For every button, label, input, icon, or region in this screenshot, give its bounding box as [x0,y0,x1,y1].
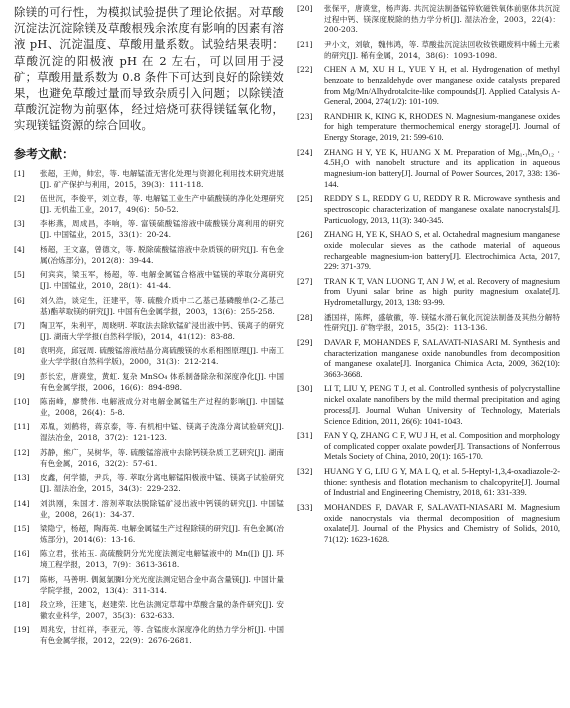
reference-number: [20] [297,4,313,13]
reference-number: [6] [14,295,25,305]
reference-text: 尹小文，刘敏，魏伟鸿，等. 草酸盐沉淀法回收钕铁硼废料中稀土元素的研究[J]. 稀有金属，2014，38(6)：1093-1098. [324,39,560,60]
reference-text: LI T, LIU Y, PENG T J, et al. Controlled synthesis of polycrystalline nickel oxalate nanofibers by the mild thermal precipitation and aging process[J]. Journal Wuhan University of Technology, Materials Science Edition, 2011, 26(6): 1041-1043. [324,384,560,426]
right-column [297,4,560,550]
reference-item [297,467,560,499]
reference-text: 何宾宾，梁玉军，杨超，等. 电解金属锰合格液中锰镁的萃取分离研究[J]. 中国锰业，2010，28(1)：41-44. [40,270,284,291]
reference-item [14,472,284,494]
reference-item [14,371,284,393]
reference-item [14,624,284,646]
reference-text: 伍世沉，李俊平，刘立春，等. 电解锰工业生产中硫酸镁的净化处理研究[J]. 无机盐工业，2017，49(6)：50-52. [40,194,284,215]
reference-number: [4] [14,244,25,254]
reference-number: [33] [297,502,313,512]
reference-number: [11] [14,422,30,432]
reference-number: [10] [14,397,30,406]
reference-item [297,503,560,546]
reference-item [14,396,284,418]
reference-item [14,269,284,291]
reference-number: [12] [14,447,30,457]
reference-text: 袁明亮，邱冠周. 硫酸锰溶液结晶分离硫酸镁的水系相图原理[J]. 中南工业大学学报(自然科学版)，2000，31(3)：212-214. [40,346,284,367]
reference-number: [29] [297,337,313,347]
reference-item [14,548,284,570]
reference-number: [24] [297,147,313,157]
reference-item [297,65,560,108]
reference-text: 李彬燕，周成昌，李响，等. 富镁硫酸锰溶液中硫酸镁分离利用的研究[J]. 中国锰业，2015，33(1)：20-24. [40,219,284,240]
reference-number: [3] [14,219,25,229]
reference-number: [15] [14,523,30,533]
reference-list-left [14,168,284,647]
reference-item [297,4,560,36]
reference-text: 张超，王帅，帅宏，等. 电解锰渣无害化处理与资源化利用技术研究进展[J]. 矿产保护与利用，2015，39(3)：111-118. [40,168,284,189]
reference-item [297,431,560,463]
reference-text: 刘久浩，谈定生，汪建平，等. 硫酸介质中二乙基己基磷酸单(2-乙基己基)酯萃取镁的研究[J]. 中国有色金属学报，2003，13(6)：255-258. [40,295,284,316]
reference-item [14,345,284,367]
reference-number: [23] [297,111,313,121]
reference-text: FAN Y Q, ZHANG C F, WU J H, et al. Composition and morphology of complicated copper oxalate powder[J]. Transactions of Nonferrous Metals Society of China, 2010, 20(1): 165-170. [324,431,560,462]
reference-item [14,218,284,240]
reference-text: 刘洪刚，朱国才. 溶剂萃取法脱除锰矿浸出液中钙镁的研究[J]. 中国锰业，2008，26(1)：34-37. [40,498,284,519]
reference-item [297,40,560,61]
reference-text: MOHANDES F, DAVAR F, SALAVATI-NIASARI M. Magnesium oxide nanocrystals via thermal decomposition of magnesium oxalate[J]. Journal of the Physics and Chemistry of Solids, 2010, 71(12): 1623-1628. [324,502,560,544]
reference-item [14,599,284,621]
reference-number: [18] [14,600,30,609]
reference-text: 梁隐宁，杨超，陶海英. 电解金属锰生产过程除镁的研究[J]. 有色金属(冶炼部分)，2014(6)：13-16. [40,523,284,544]
reference-number: [16] [14,549,30,559]
reference-number: [9] [14,371,25,381]
reference-text: 陈立君，张祐玉. 高硫酸阴分光光度法测定电解锰液中的 Mn([]) [J]. 环境工程学报，2013，7(9)：3613-3618. [40,549,284,570]
reference-number: [17] [14,574,30,584]
reference-number: [1] [14,168,25,178]
reference-text: 陈彬，马善明. 偶氮氯膦Ⅰ分光光度法测定铝合金中高含量镁[J]. 中国计量学院学报，2002，13(4)：311-314. [40,574,284,595]
reference-number: [5] [14,270,25,280]
reference-text: HUANG Y G, LIU G Y, MA L Q, et al. 5-Heptyl-1,3,4-oxadiazole-2-thione: synthesis and flotation mechanism to chalcopyrite[J]. Journal of Industrial and Engineering Chemistry, 2018, 61: 331-339. [324,466,560,498]
reference-text: DAVAR F, MOHANDES F, SALAVATI-NIASARI M. Synthesis and characterization manganese oxide nanobundles from decomposition of manganese oxalate[J]. Inorganica Chimica Acta, 2009, 362(10): 3663-3668. [324,337,560,379]
reference-number: [19] [14,625,30,635]
reference-item [14,193,284,215]
reference-text: CHEN A M, XU H L, YUE Y H, et al. Hydrogenation of methyl benzoate to benzaldehyde over manganese oxide catalysts prepared from Mg/Mn/Alhydrotalcite-like compounds[J]. Applied Catalysis A-General, 2004, 274(1/2): 101-109. [324,65,560,107]
reference-number: [14] [14,498,30,508]
reference-text: 潘国祥，陈辉，盛敏徽，等. 镁锰水滑石氧化沉淀法制备及其热分解特性研究[J]. 矿物学报，2015，35(2)：113-136. [324,312,560,333]
reference-number: [2] [14,194,25,203]
reference-number: [26] [297,230,313,240]
reference-number: [13] [14,473,30,483]
reference-text: 陈南峰，廖赞伟. 电解液成分对电解金属锰生产过程的影响[J]. 中国锰业，2008，26(4)：5-8. [40,397,284,418]
reference-item [14,523,284,545]
reference-text: RANDHIR K, KING K, RHODES N. Magnesium-manganese oxides for high temperature thermochemical energy storage[J]. Journal of Energy Storage, 2019, 21: 599-610. [324,111,560,143]
reference-text: 苏静，熊广，吴树华，等. 硫酸锰溶液中去除钙镁杂质工艺研究[J]. 湖南有色金属，2016，32(2)：57-61. [40,447,284,468]
reference-item [14,498,284,520]
reference-text: 彭长宏，唐谟堂，黄虹. 复杂 MnSO₄ 体系制备除杂和深度净化[J]. 中国有色金属学报，2006，16(6)：894-898. [40,371,284,392]
reference-number: [32] [297,466,313,476]
left-column [14,4,284,650]
reference-item [297,194,560,226]
conclusion-paragraph: 除镁的可行性，为模拟试验提供了理论依据。对草酸沉淀法沉淀除镁及草酸根残余浓度有影响的因素有溶液 pH、沉淀温度、草酸用量系数。试验结果表明：草酸沉淀的阳极液 pH 在 2 左右，可以回用于浸矿；草酸用量系数为 0.8 条件下可达到良好的除镁效果，也避免草酸过量而导致杂质引入问题；以除镁渣草酸沉淀物为前驱体，经过焙烧可获得镁锰氧化物，实现镁锰资源的综合回收。 [14,5,284,133]
reference-item [14,421,284,443]
reference-item [297,148,560,191]
reference-text: 杨超，王文嘉，曾德文，等. 脱除硫酸锰溶液中杂质镁的研究[J]. 有色金属(冶炼部分)，2012(8)：39-44. [40,244,284,265]
reference-number: [27] [297,276,313,286]
reference-text: 周兆安，甘红祥，李亚元，等. 含锰废水深度净化的热力学分析[J]. 中国有色金属学报，2012，22(9)：2676-2681. [40,625,284,646]
reference-item [297,338,560,381]
reference-item [14,244,284,266]
reference-text: 段立珍，汪建飞，赵建荣. 比色法测定草莓中草酸含量的条件研究[J]. 安徽农业科学，2007，35(3)：632-633. [40,600,284,621]
reference-number: [7] [14,320,25,330]
reference-item [14,447,284,469]
reference-number: [25] [297,194,313,204]
reference-list-right [297,4,560,546]
reference-item [297,313,560,334]
reference-item [14,320,284,342]
references-heading: 参考文献： [14,146,75,161]
reference-item [297,277,560,309]
reference-item [14,574,284,596]
reference-text: REDDY S L, REDDY G U, REDDY R R. Microwave synthesis and spectroscopic characterization of manganese oxalate nanocrystals[J]. Particuology, 2013, 11(3): 340-345. [324,194,560,225]
reference-item [14,168,284,190]
reference-text: TRAN K T, VAN LUONG T, AN J W, et al. Recovery of magnesium from Uyuni salar brine as high purity magnesium oxalate[J]. Hydrometallurgy, 2013, 138: 93-99. [324,276,560,308]
reference-number: [8] [14,346,25,356]
reference-text: 皮鑫，何学德，尹兵，等. 萃取分离电解锰阳极液中锰、镁离子试验研究[J]. 湿法冶金，2015，34(3)：229-232. [40,473,284,494]
reference-text: ZHANG H Y, YE K, HUANG X M. Preparation of Mg₁.₁Mn₆O₁₂ · 4.5H₂O with nanobelt structure and its application in aqueous magnesium-ion battery[J]. Journal of Power Sources, 2017, 338: 136-144. [324,147,560,189]
reference-item [297,384,560,427]
reference-number: [21] [297,39,313,49]
reference-number: [22] [297,65,313,75]
reference-item [14,295,284,317]
reference-text: 陶卫军，朱利平，周晓明. 萃取法去除软锰矿浸出液中钙、镁离子的研究[J]. 湖南大学学报(自然科学版)，2014，41(12)：83-88. [40,320,284,341]
reference-number: [30] [297,384,313,394]
reference-number: [28] [297,312,313,322]
reference-item [297,112,560,144]
reference-item [297,230,560,273]
reference-text: ZHANG H, YE K, SHAO S, et al. Octahedral magnesium manganese oxide molecular sieves as the cathode material of aqueous rechargeable magnesium-ion battery[J]. Electrochimica Acta, 2017, 229: 371-379. [324,230,560,272]
reference-text: 张保平，唐谟堂，杨声海. 共沉淀法制备锰锌软磁铁氧体前驱体共沉淀过程中钙、镁深度脱除的热力学分析[J]. 湿法冶金，2003，22(4)：200-203. [324,4,560,35]
reference-number: [31] [297,431,313,441]
reference-text: 邓胤，刘鹤将，蒋京泰，等. 有机相中锰、镁离子洗涤分离试验研究[J]. 湿法冶金，2018，37(2)：121-123. [40,422,284,443]
